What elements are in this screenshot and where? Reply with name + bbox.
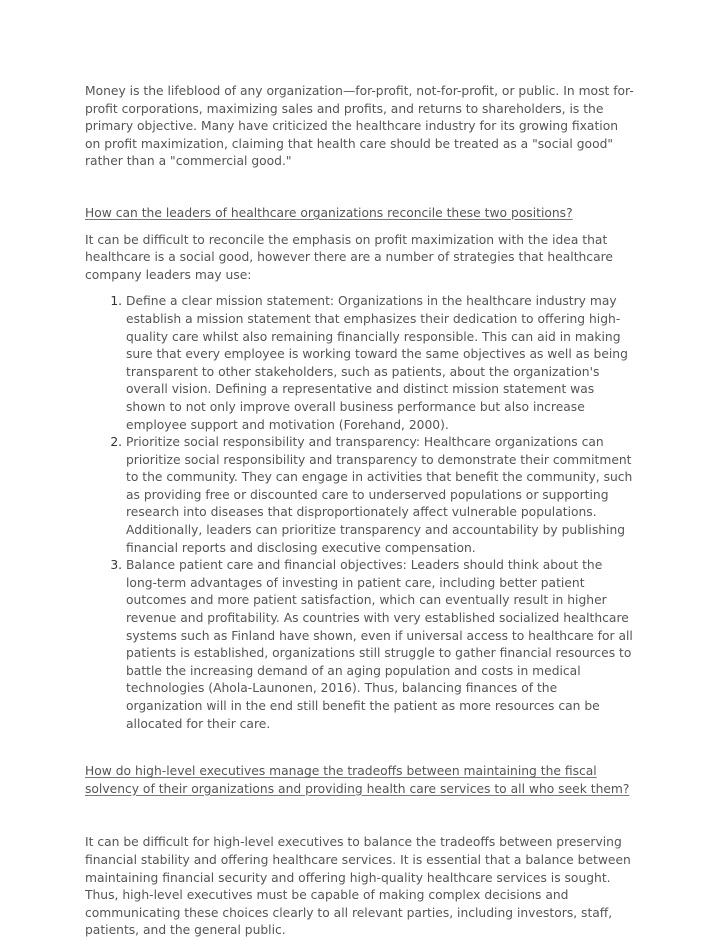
section2-body-paragraph: It can be difficult for high-level executives to balance the tradeoffs between preserving financial stability and offering healthcare services. It is essential that a balance between maintaining financial security and offering high-quality healthcare services is sought. Thus, high-level executives must be capable of making complex decisions and communicating these choices clearly to all relevant parties, including investors, staff, patients, and the general public. [85,835,631,938]
section2-heading: How do high-level executives manage the tradeoffs between maintaining the fiscal solvency of their organizations and providing health care services to all who seek them? [85,764,630,796]
list-item: 2. Prioritize social responsibility and transparency: Healthcare organizations can prioritize social responsibility and transparency to demonstrate their commitment to the community. They can engage in activities that benefit the community, such as providing free or discounted care to underserved populations or supporting research into diseases that disproportionately affect vulnerable populations. Additionally, leaders can prioritize transparency and accountability by publishing financial reports and disclosing executive compensation. [126,434,636,557]
list-item: 1. Define a clear mission statement: Organizations in the healthcare industry may establish a mission statement that emphasizes their dedication to offering high-quality care whilst also remaining financially responsible. This can aid in making sure that every employee is working toward the same objectives as well as being transparent to other stakeholders, such as patients, about the organization's overall vision. Defining a representative and distinct mission statement was shown to not only improve overall business performance but also increase employee support and motivation (Forehand, 2000). [126,293,636,434]
list-item: 3. Balance patient care and financial objectives: Leaders should think about the long-term advantages of investing in patient care, including better patient outcomes and more patient satisfaction, which can eventually result in higher revenue and profitability. As countries with very established socialized healthcare systems such as Finland have shown, even if universal access to healthcare for all patients is established, organizations still struggle to gather financial resources to battle the increasing demand of an aging population and costs in medical technologies (Ahola-Launonen, 2016). Thus, balancing finances of the organization will in the end still benefit the patient as more resources can be allocated for their care. [126,557,636,733]
intro-paragraph: Money is the lifeblood of any organization—for-profit, not-for-profit, or public. In most for-profit corporations, maximizing sales and profits, and returns to shareholders, is the primary objective. Many have criticized the healthcare industry for its growing fixation on profit maximization, claiming that health care should be treated as a "social good" rather than a "commercial good." [85,84,634,169]
section1-heading: How can the leaders of healthcare organizations reconcile these two positions? [85,205,573,220]
strategy-list [85,293,636,733]
section1-lead-paragraph: It can be difficult to reconcile the emphasis on profit maximization with the idea that healthcare is a social good, however there are a number of strategies that healthcare company leaders may use: [85,232,613,282]
